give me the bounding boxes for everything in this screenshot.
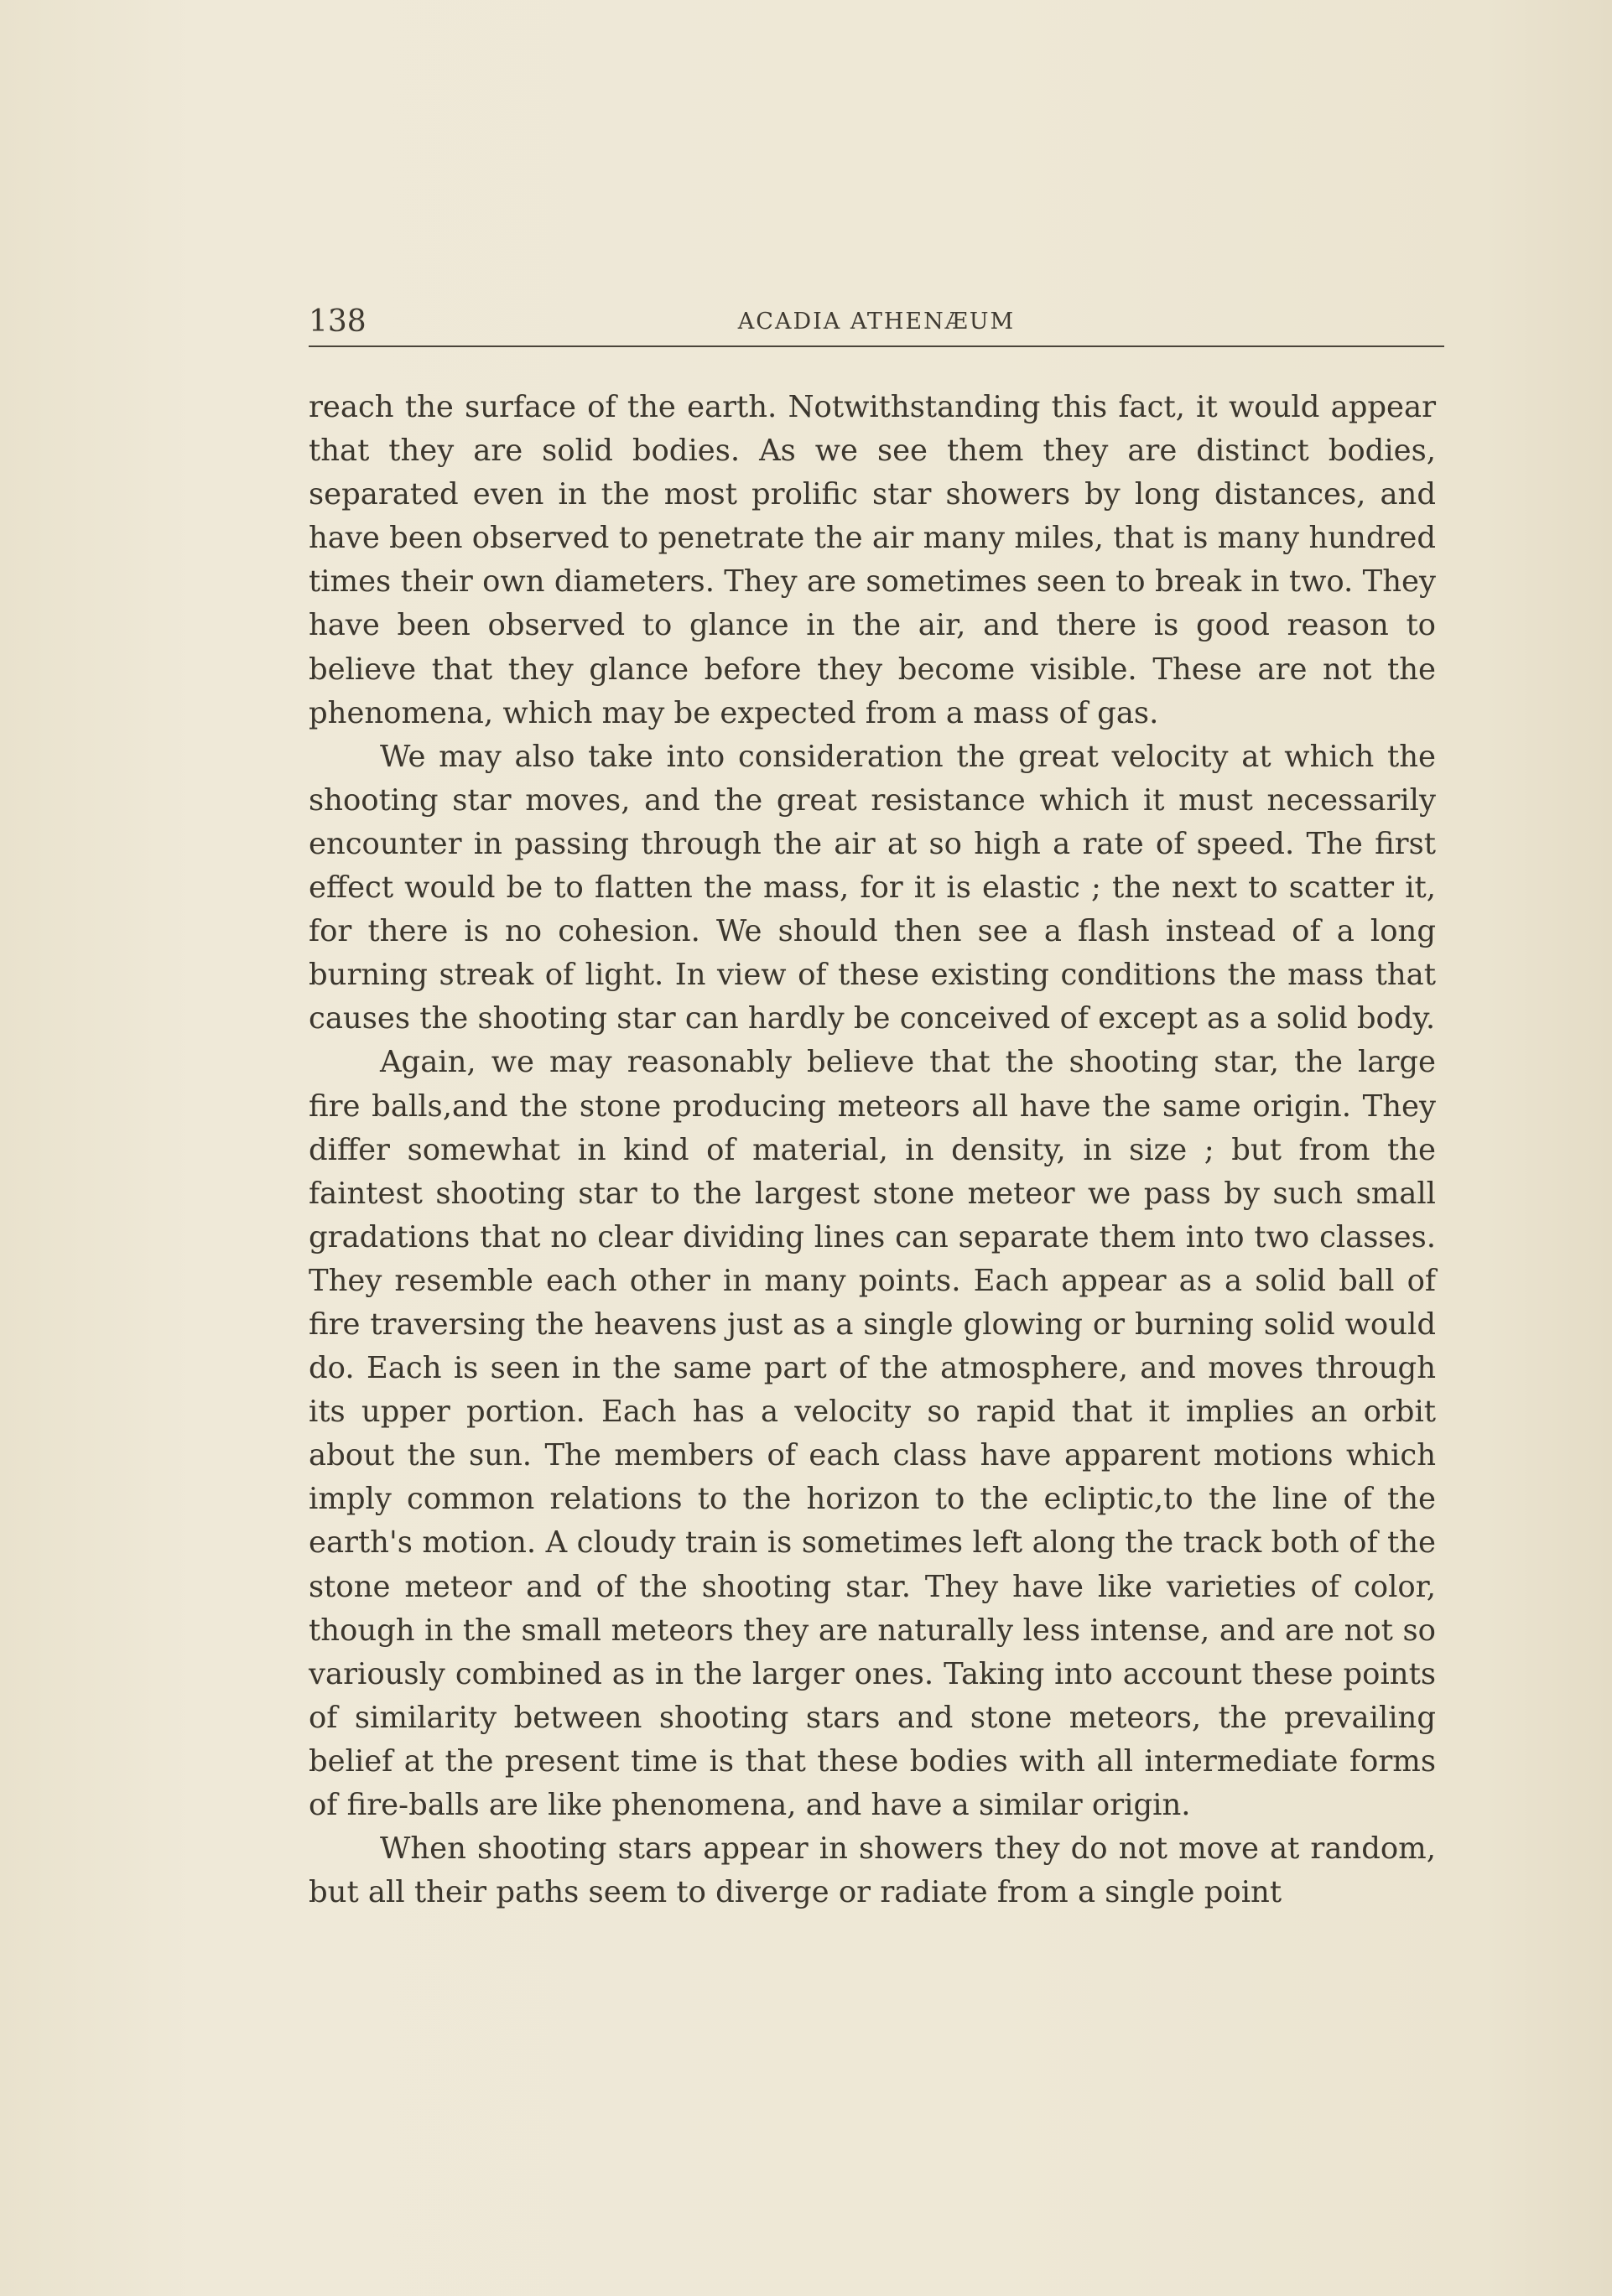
page-number: 138 — [309, 304, 367, 339]
paragraph-2: We may also take into consideration the great velocity at which the shooting star moves, and the great resistance which it must necessarily encounter in passing through the air at so high a rate of speed. The first effect would be to flatten the mass, for it is elastic ; the next to scatter it, for there is no cohesion. We should then see a flash instead of a long burning streak of light. In view of these existing conditions the mass that causes the shooting star can hardly be conceived of except as a solid body. — [309, 739, 1436, 1036]
paragraph-4: When shooting stars appear in showers they do not move at random, but all their paths seem to diverge or radiate from a single point — [309, 1831, 1436, 1910]
body-text — [309, 386, 1436, 1914]
paragraph-3: Again, we may reasonably believe that the shooting star, the large fire balls,and the stone producing meteors all have the same origin. They differ somewhat in kind of material, in density, in size ; but from the faintest shooting star to the largest stone meteor we pass by such small gradations that no clear dividing lines can separate them into two classes. They resemble each other in many points. Each appear as a solid ball of fire traversing the heavens just as a single glowing or burning solid would do. Each is seen in the same part of the atmosphere, and moves through its upper portion. Each has a velocity so rapid that it implies an orbit about the sun. The members of each class have apparent motions which imply common relations to the horizon to the ecliptic,to the line of the earth's motion. A cloudy train is sometimes left along the track both of the stone meteor and of the shooting star. They have like varieties of color, though in the small meteors they are naturally less intense, and are not so variously combined as in the larger ones. Taking into account these points of similarity between shooting stars and stone meteors, the prevailing belief at the present time is that these bodies with all intermediate forms of fire-balls are like phenomena, and have a similar origin. — [309, 1045, 1436, 1822]
paragraph-1: reach the surface of the earth. Notwithstanding this fact, it would appear that they are solid bodies. As we see them they are distinct bodies, separated even in the most prolific star showers by long distances, and have been observed to penetrate the air many miles, that is many hundred times their own diameters. They are sometimes seen to break in two. They have been observed to glance in the air, and there is good reason to believe that they glance before they become visible. These are not the phenomena, which may be expected from a mass of gas. — [309, 390, 1436, 730]
page-header — [309, 302, 1444, 347]
running-head: ACADIA ATHENÆUM — [737, 309, 1016, 335]
